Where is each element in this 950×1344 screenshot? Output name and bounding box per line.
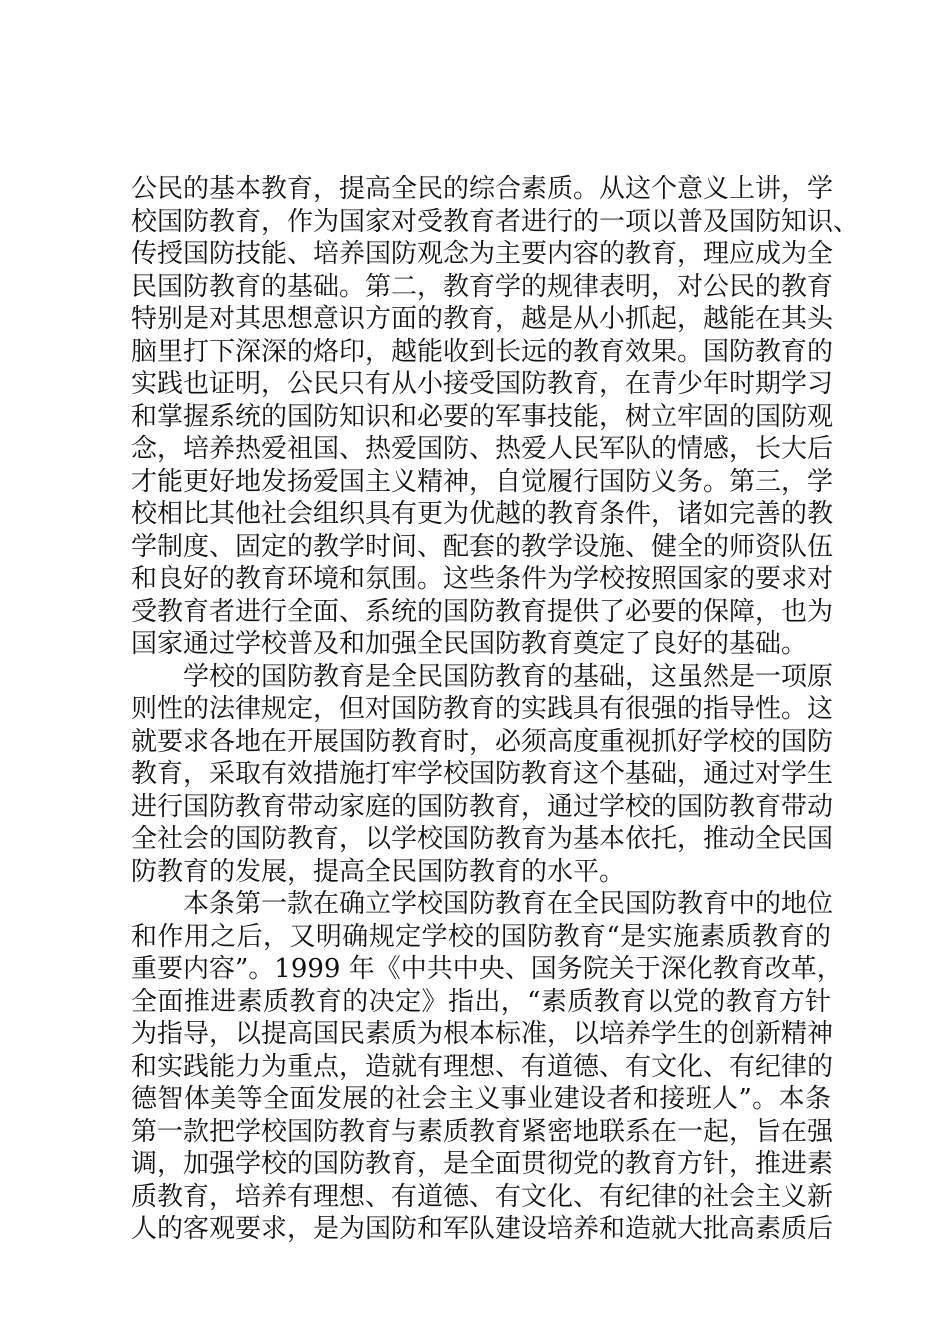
text-line: 调，加强学校的国防教育，是全面贯彻党的教育方针，推进素 <box>131 1149 834 1179</box>
paragraph-2 <box>131 661 834 889</box>
text-line: 德智体美等全面发展的社会主义事业建设者和接班人”。本条 <box>131 1084 831 1114</box>
document-body <box>131 173 860 1246</box>
text-line: 第一款把学校国防教育与素质教育紧密地联系在一起，旨在强 <box>131 1116 834 1147</box>
text-line: 和良好的教育环境和氛围。这些条件为学校按照国家的要求对 <box>131 564 834 594</box>
text-line: 学制度、固定的教学时间、配套的教学设施、健全的师资队伍 <box>131 531 834 562</box>
text-line: 学校的国防教育是全民国防教育的基础，这虽然是一项原 <box>183 661 834 692</box>
text-line: 校国防教育，作为国家对受教育者进行的一项以普及国防知识、 <box>131 206 860 237</box>
text-line: 本条第一款在确立学校国防教育在全民国防教育中的地位 <box>183 889 834 919</box>
text-line: 为指导，以提高国民素质为根本标准，以培养学生的创新精神 <box>131 1019 834 1049</box>
text-line: 校相比其他社会组织具有更为优越的教育条件，诸如完善的教 <box>131 499 834 529</box>
paragraph-1 <box>131 173 860 661</box>
text-line: 全面推进素质教育的决定》指出，“素质教育以党的教育方针 <box>131 986 831 1017</box>
text-line: 受教育者进行全面、系统的国防教育提供了必要的保障，也为 <box>131 596 834 627</box>
text-line: 才能更好地发扬爱国主义精神，自觉履行国防义务。第三，学 <box>131 466 834 497</box>
text-line: 进行国防教育带动家庭的国防教育，通过学校的国防教育带动 <box>131 791 834 822</box>
text-line: 人的客观要求，是为国防和军队建设培养和造就大批高素质后 <box>131 1214 834 1244</box>
text-line: 和实践能力为重点，造就有理想、有道德、有文化、有纪律的 <box>131 1051 834 1082</box>
text-line: 脑里打下深深的烙印，越能收到长远的教育效果。国防教育的 <box>131 336 834 367</box>
paragraph-3 <box>131 888 843 1246</box>
text-line: 传授国防技能、培养国防观念为主要内容的教育，理应成为全 <box>131 239 834 269</box>
text-line: 重要内容”。1999 年《中共中央、国务院关于深化教育改革， <box>131 954 843 984</box>
text-line: 特别是对其思想意识方面的教育，越是从小抓起，越能在其头 <box>131 304 834 334</box>
text-line: 则性的法律规定，但对国防教育的实践具有很强的指导性。这 <box>131 694 834 724</box>
text-line: 实践也证明，公民只有从小接受国防教育，在青少年时期学习 <box>131 369 834 399</box>
text-line: 民国防教育的基础。第二，教育学的规律表明，对公民的教育 <box>131 271 834 302</box>
text-line: 国家通过学校普及和加强全民国防教育奠定了良好的基础。 <box>131 629 808 659</box>
text-line: 和掌握系统的国防知识和必要的军事技能，树立牢固的国防观 <box>131 401 834 432</box>
text-line: 就要求各地在开展国防教育时，必须高度重视抓好学校的国防 <box>131 726 834 757</box>
text-line: 和作用之后，又明确规定学校的国防教育“是实施素质教育的 <box>131 921 831 952</box>
text-line: 质教育，培养有理想、有道德、有文化、有纪律的社会主义新 <box>131 1181 834 1212</box>
text-line: 念，培养热爱祖国、热爱国防、热爱人民军队的情感，长大后 <box>131 434 834 464</box>
text-line: 全社会的国防教育，以学校国防教育为基本依托，推动全民国 <box>131 824 834 854</box>
text-line: 防教育的发展，提高全民国防教育的水平。 <box>131 856 626 887</box>
text-line: 教育，采取有效措施打牢学校国防教育这个基础，通过对学生 <box>131 759 834 789</box>
text-line: 公民的基本教育，提高全民的综合素质。从这个意义上讲，学 <box>131 174 834 204</box>
